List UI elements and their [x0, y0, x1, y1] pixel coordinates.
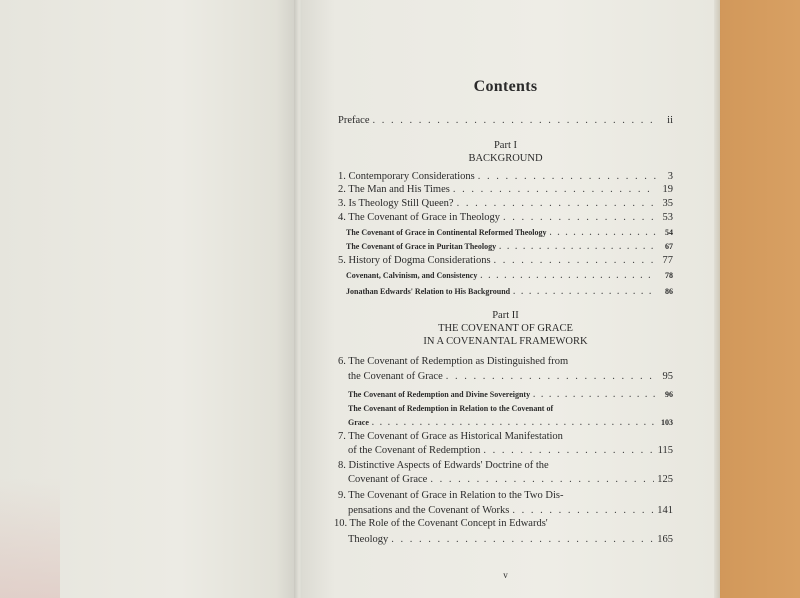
toc-entry-text: The Covenant of Grace in Continental Reformed Theology: [346, 228, 547, 237]
toc-entry: [348, 445, 673, 457]
leader-dots: [372, 417, 656, 429]
toc-entry-text: Covenant of Grace: [348, 474, 428, 485]
leader-dots: [391, 534, 654, 546]
toc-entry: [338, 184, 673, 196]
toc-entry-text: the Covenant of Grace: [348, 371, 443, 382]
toc-entry: [348, 371, 673, 383]
toc-entry: [338, 198, 673, 210]
part-label: Part II: [492, 310, 519, 321]
toc-page-number: 67: [665, 242, 673, 251]
toc-page-number: 35: [662, 198, 673, 209]
toc-entry-text: Preface: [338, 115, 370, 126]
toc-page-number: 141: [657, 505, 673, 516]
contents-page: [334, 0, 673, 598]
toc-subentry: [346, 241, 673, 253]
toc-entry-text: The Covenant of Redemption and Divine Sovereignty: [348, 390, 531, 399]
toc-page-number: 125: [657, 474, 673, 485]
toc-subentry: [346, 270, 673, 282]
leader-dots: [483, 445, 654, 457]
page-folio: v: [503, 570, 508, 580]
left-page: [0, 0, 300, 598]
leader-dots: [430, 474, 654, 486]
leader-dots: [512, 505, 654, 517]
toc-page-number: 77: [662, 255, 673, 266]
leader-dots: [550, 227, 656, 239]
leader-dots: [372, 115, 656, 127]
toc-entry-text: 5. History of Dogma Considerations: [338, 255, 491, 266]
leader-dots: [457, 198, 656, 210]
leader-dots: [446, 371, 656, 383]
toc-entry-text: 2. The Man and His Times: [338, 184, 450, 195]
toc-page-number: 53: [662, 212, 673, 223]
leader-dots: [499, 241, 656, 253]
toc-entry-text: Theology: [348, 534, 389, 545]
toc-entry-text: Grace: [348, 418, 369, 427]
toc-entry-text: Jonathan Edwards' Relation to His Background: [346, 287, 511, 296]
toc-page-number: 78: [665, 271, 673, 280]
toc-entry-preface: [338, 115, 673, 127]
toc-page-number: 3: [667, 171, 673, 182]
toc-page-number: 96: [665, 390, 673, 399]
toc-entry-line1: 7. The Covenant of Grace as Historical Manifestation: [338, 431, 563, 442]
leader-dots: [453, 184, 656, 196]
toc-entry-text: Covenant, Calvinism, and Consistency: [346, 271, 478, 280]
toc-page-number: 115: [657, 445, 673, 456]
page-title: Contents: [473, 78, 538, 95]
page-edge: [714, 0, 720, 598]
toc-subentry-line1: The Covenant of Redemption in Relation to the Covenant of: [348, 404, 554, 413]
toc-page-number: 103: [661, 418, 673, 427]
leader-dots: [533, 389, 656, 401]
toc-subentry: [348, 417, 673, 429]
leader-dots: [494, 255, 656, 267]
toc-entry-text: 1. Contemporary Considerations: [338, 171, 475, 182]
toc-entry-text: The Covenant of Grace in Puritan Theology: [346, 242, 497, 251]
leader-dots: [480, 270, 656, 282]
toc-entry-text: 4. The Covenant of Grace in Theology: [338, 212, 501, 223]
toc-entry: [348, 534, 673, 546]
toc-page-number: 95: [662, 371, 673, 382]
toc-entry: [338, 212, 673, 224]
toc-subentry: [348, 389, 673, 401]
toc-subentry: [346, 227, 673, 239]
toc-entry: [338, 171, 673, 183]
part-name: BACKGROUND: [468, 153, 543, 164]
toc-page-number: ii: [667, 115, 673, 126]
toc-entry-text: of the Covenant of Redemption: [348, 445, 481, 456]
toc-entry-line1: 9. The Covenant of Grace in Relation to the Two Dis-: [338, 490, 564, 501]
toc-subentry: [346, 286, 673, 298]
toc-page-number: 19: [662, 184, 673, 195]
toc-page-number: 165: [657, 534, 673, 545]
leader-dots: [503, 212, 656, 224]
toc-entry-text: 3. Is Theology Still Queen?: [338, 198, 454, 209]
toc-page-number: 54: [665, 228, 673, 237]
toc-entry: [348, 474, 673, 486]
part-name-line1: THE COVENANT OF GRACE: [438, 323, 573, 334]
leader-dots: [513, 286, 656, 298]
toc-entry-line1: 6. The Covenant of Redemption as Distinguished from: [338, 356, 569, 367]
toc-page-number: 86: [665, 287, 673, 296]
part-label: Part I: [493, 140, 518, 151]
toc-entry: [348, 505, 673, 517]
toc-entry: [338, 255, 673, 267]
toc-entry-text: pensations and the Covenant of Works: [348, 505, 510, 516]
leader-dots: [478, 171, 656, 183]
toc-entry-line1: 8. Distinctive Aspects of Edwards' Doctrine of the: [338, 460, 549, 471]
toc-entry-line1: 10. The Role of the Covenant Concept in Edwards': [334, 518, 548, 529]
part-name-line2: IN A COVENANTAL FRAMEWORK: [423, 336, 588, 347]
